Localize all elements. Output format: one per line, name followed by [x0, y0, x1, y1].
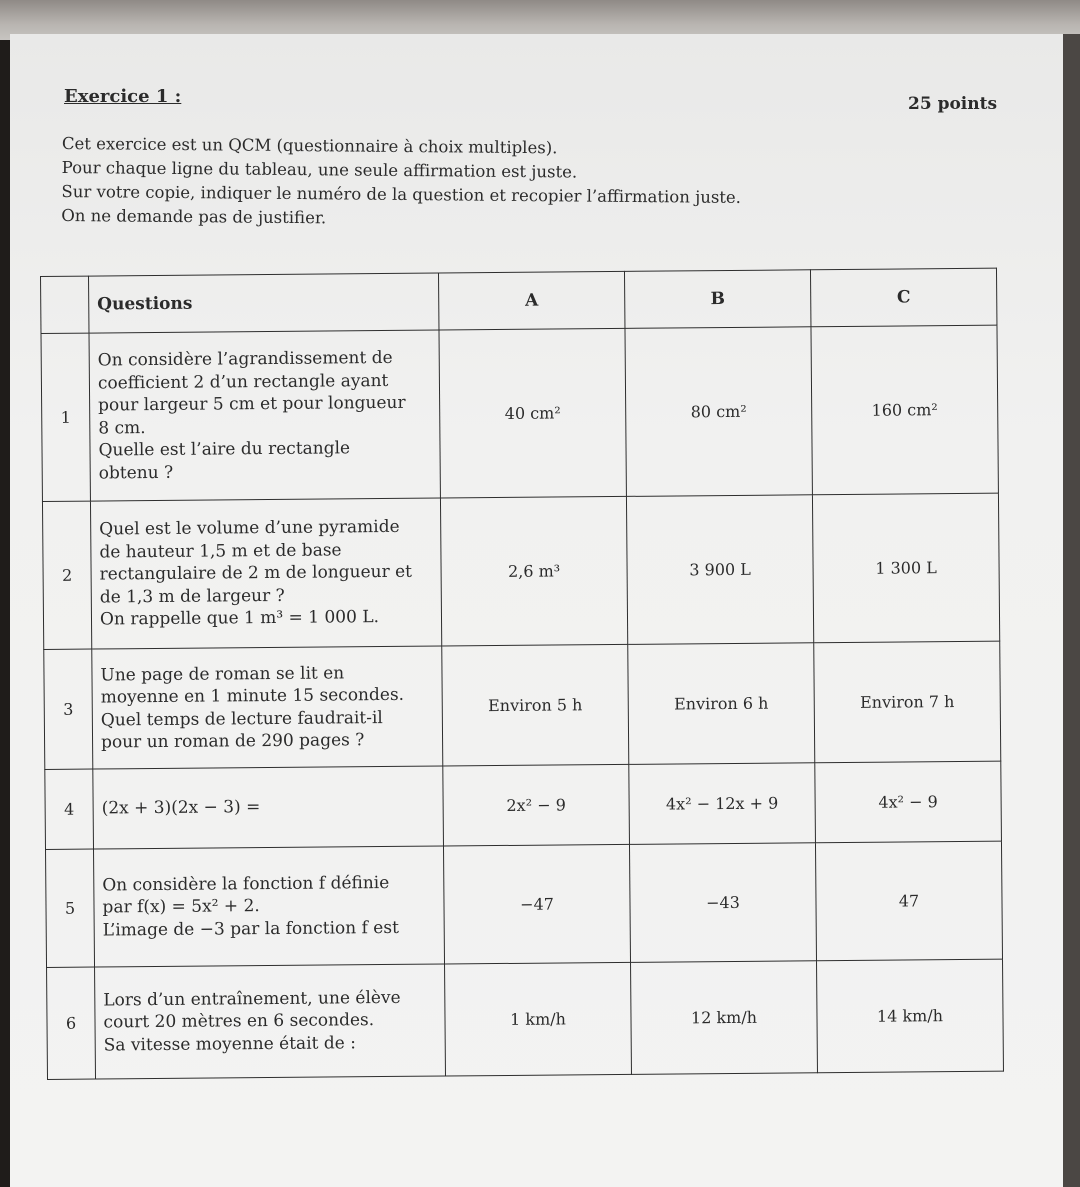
- instruction-line: Pour chaque ligne du tableau, une seule affirmation est juste.: [61, 157, 578, 182]
- question-line: (2x + 3)(2x − 3) =: [101, 797, 261, 819]
- answer-b: Environ 6 h: [628, 643, 815, 765]
- question-line: de 1,3 m de largeur ?: [99, 585, 285, 608]
- question-line: par f(x) = 5x² + 2.: [102, 896, 260, 918]
- points-label: 25 points: [908, 94, 998, 114]
- question-line: On considère l’agrandissement de: [97, 347, 393, 371]
- instruction-line: On ne demande pas de justifier.: [61, 205, 327, 228]
- table-header-row: [41, 268, 997, 333]
- question-text: [90, 498, 441, 649]
- instruction-line: Sur votre copie, indiquer le numéro de la question et recopier l’affirmation juste.: [61, 181, 742, 207]
- question-text: [94, 846, 445, 967]
- question-number: 2: [42, 501, 91, 649]
- answer-b: 4x² − 12x + 9: [629, 763, 816, 845]
- answer-c: Environ 7 h: [814, 641, 1001, 763]
- number-header: [41, 276, 89, 333]
- instruction-line: Cet exercice est un QCM (questionnaire à choix multiples).: [61, 133, 558, 158]
- qcm-table: [40, 268, 1004, 1080]
- question-line: obtenu ?: [98, 462, 174, 483]
- question-line: rectangulaire de 2 m de longueur et: [99, 562, 413, 585]
- question-text: [92, 646, 443, 769]
- answer-a: Environ 5 h: [442, 644, 629, 766]
- question-line: On rappelle que 1 m³ = 1 000 L.: [99, 607, 380, 630]
- table-row: [41, 325, 998, 501]
- answer-a: 2x² − 9: [443, 764, 630, 846]
- question-line: L’image de −3 par la fonction f est: [102, 917, 399, 941]
- question-text: [93, 766, 444, 849]
- answer-b: −43: [629, 843, 816, 963]
- question-line: On considère la fonction f définie: [102, 872, 390, 896]
- question-number: 4: [45, 769, 94, 849]
- table-row: [46, 841, 1003, 967]
- option-b-header: B: [624, 270, 810, 329]
- answer-c: 47: [815, 841, 1002, 961]
- question-line: Quel est le volume d’une pyramide: [99, 517, 400, 540]
- table-row: [44, 641, 1001, 769]
- answer-a: 40 cm²: [439, 328, 626, 498]
- question-line: Une page de roman se lit en: [100, 662, 345, 685]
- question-number: 5: [46, 849, 95, 967]
- table-row: [45, 761, 1002, 849]
- question-line: 8 cm.: [98, 417, 146, 438]
- table-row: [42, 493, 999, 649]
- question-line: coefficient 2 d’un rectangle ayant: [97, 370, 389, 393]
- question-line: pour largeur 5 cm et pour longueur: [98, 392, 406, 416]
- answer-c: 1 300 L: [812, 493, 999, 643]
- answer-b: 3 900 L: [626, 495, 813, 645]
- answer-b: 12 km/h: [631, 961, 818, 1075]
- question-number: 3: [44, 649, 93, 769]
- question-number: 6: [47, 967, 96, 1079]
- question-line: Lors d’un entraînement, une élève: [103, 987, 401, 1011]
- question-line: de hauteur 1,5 m et de base: [99, 540, 342, 563]
- questions-header: Questions: [89, 273, 439, 333]
- answer-a: 1 km/h: [445, 962, 632, 1076]
- instructions: [61, 132, 741, 234]
- question-line: moyenne en 1 minute 15 secondes.: [100, 684, 405, 708]
- question-line: Sa vitesse moyenne était de :: [103, 1033, 356, 1056]
- answer-a: −47: [443, 844, 630, 964]
- question-text: [95, 964, 446, 1079]
- exercise-title: Exercice 1 :: [64, 86, 182, 107]
- table-row: [47, 959, 1004, 1079]
- question-number: 1: [41, 333, 90, 501]
- question-line: Quel temps de lecture faudrait-il: [100, 707, 383, 730]
- background-right: [1063, 34, 1080, 1187]
- answer-a: 2,6 m³: [440, 496, 627, 646]
- question-line: court 20 mètres en 6 secondes.: [103, 1010, 375, 1033]
- option-c-header: C: [810, 268, 996, 327]
- question-line: pour un roman de 290 pages ?: [100, 730, 365, 753]
- answer-b: 80 cm²: [625, 327, 812, 497]
- question-line: Quelle est l’aire du rectangle: [98, 438, 351, 461]
- question-text: [89, 330, 440, 501]
- answer-c: 4x² − 9: [815, 761, 1002, 843]
- answer-c: 160 cm²: [811, 325, 998, 495]
- option-a-header: A: [438, 271, 624, 330]
- answer-c: 14 km/h: [817, 959, 1004, 1073]
